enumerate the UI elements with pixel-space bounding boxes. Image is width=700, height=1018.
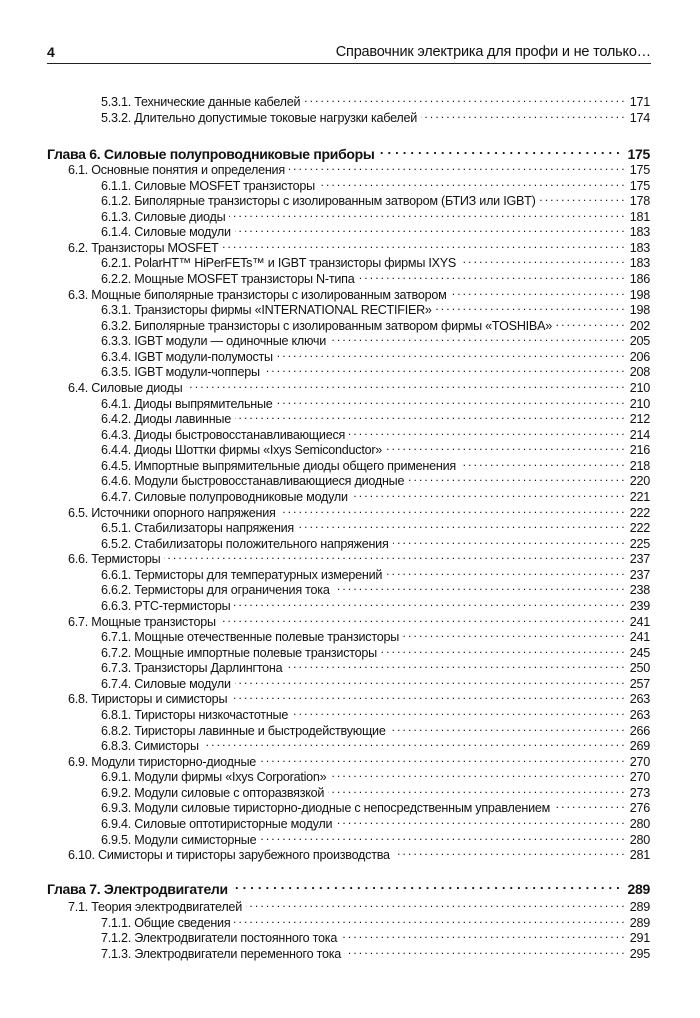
toc-entry-page: 221 [629,490,650,504]
toc-section-entry[interactable] [68,236,650,255]
toc-entry-page: 210 [629,397,650,411]
toc-subsection-entry[interactable] [101,345,650,364]
toc-entry-page: 171 [629,95,650,109]
toc-section-entry[interactable] [68,750,650,769]
toc-subsection-entry[interactable] [101,672,650,691]
toc-subsection-entry[interactable] [101,796,650,815]
toc-entry-title: 6.3.2. Биполярные транзисторы с изолированным затвором фирмы «TOSHIBA» [101,319,552,333]
toc-entry-title: 6.3.4. IGBT модули-полумосты [101,350,273,364]
toc-section-entry[interactable] [68,895,650,914]
toc-entry-title: 6.3.3. IGBT модули — одиночные ключи [101,334,327,348]
toc-entry-page: 273 [629,786,650,800]
dot-leader [393,532,624,548]
dot-leader [352,485,624,501]
page-header [47,42,651,64]
toc-entry-page: 270 [629,770,650,784]
dot-leader [203,734,624,750]
dot-leader [345,942,624,958]
dot-leader [330,329,624,345]
dot-leader [246,895,624,911]
toc-subsection-entry[interactable] [101,703,650,722]
dot-leader [292,703,624,719]
toc-entry-title: 6.6.2. Термисторы для ограничения тока [101,583,330,597]
toc-entry-page: 280 [629,833,650,847]
toc-entry-page: 239 [629,599,650,613]
toc-entry-page: 181 [629,210,650,224]
dot-leader [403,625,624,641]
dot-leader [436,298,624,314]
dot-leader [319,174,624,190]
toc-entry-title: 6.5. Источники опорного напряжения [68,506,276,520]
toc-subsection-entry[interactable] [101,656,650,675]
toc-subsection-entry[interactable] [101,578,650,597]
toc-entry-page: 174 [629,111,650,125]
toc-entry-title: 6.4.1. Диоды выпрямительные [101,397,273,411]
toc-entry-title: 7.1.3. Электродвигатели переменного тока [101,947,342,961]
toc-entry-title: 6.4.5. Импортные выпрямительные диоды общего применения [101,459,456,473]
toc-section-entry[interactable] [68,283,650,302]
toc-entry-page: 289 [629,900,650,914]
toc-entry-page: 238 [629,583,650,597]
dot-leader [234,911,624,927]
dot-leader [234,594,624,610]
toc-entry-title: 6.4. Силовые диоды [68,381,183,395]
toc-entry-page: 276 [629,801,650,815]
toc-subsection-entry[interactable] [101,641,650,660]
toc-subsection-entry[interactable] [101,516,650,535]
dot-leader [222,236,624,252]
toc-subsection-entry[interactable] [101,454,650,473]
toc-section-entry[interactable] [68,610,650,629]
toc-entry-title: Глава 7. Электродвигатели [47,881,228,897]
toc-entry-page: 178 [629,194,650,208]
toc-entry-title: 6.6.3. PTC-термисторы [101,599,231,613]
toc-entry-title: 6.5.1. Стабилизаторы напряжения [101,521,294,535]
toc-entry-page: 280 [629,817,650,831]
dot-leader [408,469,624,485]
toc-subsection-entry[interactable] [101,911,650,930]
toc-entry-page: 295 [629,947,650,961]
toc-entry-page: 222 [629,506,650,520]
toc-subsection-entry[interactable] [101,485,650,504]
toc-section-entry[interactable] [68,376,650,395]
toc-subsection-entry[interactable] [101,251,650,270]
toc-entry-page: 175 [627,146,650,162]
dot-leader [231,687,624,703]
page-number: 4 [47,44,55,60]
toc-entry-page: 216 [629,443,650,457]
toc-entry-page: 198 [629,303,650,317]
toc-entry-title: 6.9.3. Модули силовые тиристорно-диодные с непосредственным управлением [101,801,551,815]
toc-entry-page: 289 [629,916,650,930]
dot-leader [280,501,624,517]
toc-subsection-entry[interactable] [101,329,650,348]
toc-entry-title: 6.4.6. Модули быстровосстанавливающиеся диодные [101,474,405,488]
toc-entry-title: 6.7.2. Мощные импортные полевые транзисторы [101,646,377,660]
dot-leader [460,251,624,267]
toc-subsection-entry[interactable] [101,205,650,224]
toc-entry-page: 250 [629,661,650,675]
toc-section-entry[interactable] [68,158,650,177]
dot-leader [554,796,624,812]
dot-leader [260,750,624,766]
dot-leader [390,719,624,735]
toc-subsection-entry[interactable] [101,926,650,945]
toc-subsection-entry[interactable] [101,267,650,286]
toc-section-entry[interactable] [68,547,650,566]
dot-leader [186,376,624,392]
toc-entry-page: 212 [629,412,650,426]
toc-entry-page: 214 [629,428,650,442]
dot-leader [164,547,624,563]
toc-entry-page: 206 [629,350,650,364]
toc-entry-page: 175 [629,179,650,193]
toc-entry-page: 210 [629,381,650,395]
toc-entry-title: 7.1.2. Электродвигатели постоянного тока [101,931,338,945]
dot-leader [260,828,624,844]
dot-leader [277,392,624,408]
toc-entry-title: 6.5.2. Стабилизаторы положительного напряжения [101,537,389,551]
toc-entry-page: 270 [629,755,650,769]
toc-chapter-entry[interactable] [47,876,650,897]
toc-subsection-entry[interactable] [101,298,650,317]
toc-entry-title: 6.3. Мощные биполярные транзисторы с изолированным затвором [68,288,447,302]
toc-entry-title: 6.8. Тиристоры и симисторы [68,692,228,706]
dot-leader [540,189,624,205]
toc-entry-title: 6.2.1. PolarHT™ HiPerFETs™ и IGBT транзисторы фирмы IXYS [101,256,457,270]
toc-entry-title: 6.6. Термисторы [68,552,161,566]
toc-entry-title: 6.9.4. Силовые оптотиристорные модули [101,817,333,831]
dot-leader [304,90,624,106]
toc-entry-page: 222 [629,521,650,535]
toc-subsection-entry[interactable] [101,438,650,457]
dot-leader [341,926,624,942]
toc-entry-page: 202 [629,319,650,333]
toc-entry-page: 205 [629,334,650,348]
dot-leader [328,781,624,797]
toc-subsection-entry[interactable] [101,360,650,379]
toc-entry-page: 266 [629,724,650,738]
toc-entry-page: 220 [629,474,650,488]
toc-subsection-entry[interactable] [101,532,650,551]
dot-leader [235,220,624,236]
toc-entry-title: 6.8.3. Симисторы [101,739,199,753]
toc-subsection-entry[interactable] [101,734,650,753]
toc-entry-page: 208 [629,365,650,379]
toc-subsection-entry[interactable] [101,174,650,193]
toc-entry-page: 291 [629,931,650,945]
toc-subsection-entry[interactable] [101,469,650,488]
toc-entry-title: 6.2. Транзисторы MOSFET [68,241,219,255]
toc-entry-page: 241 [629,615,650,629]
toc-entry-title: 6.1.1. Силовые MOSFET транзисторы [101,179,315,193]
dot-leader [232,876,620,894]
toc-entry-title: 6.7.4. Силовые модули [101,677,231,691]
toc-entry-title: 6.4.2. Диоды лавинные [101,412,231,426]
toc-entry-title: 6.10. Симисторы и тиристоры зарубежного производства [68,848,390,862]
dot-leader [451,283,624,299]
dot-leader [381,641,624,657]
toc-subsection-entry[interactable] [101,423,650,442]
toc-entry-page: 183 [629,225,650,239]
toc-entry-page: 257 [629,677,650,691]
toc-subsection-entry[interactable] [101,781,650,800]
toc-entry-page: 263 [629,708,650,722]
toc-entry-page: 241 [629,630,650,644]
toc-entry-title: 6.1. Основные понятия и определения [68,163,285,177]
toc-entry-title: 6.3.1. Транзисторы фирмы «INTERNATIONAL RECTIFIER» [101,303,432,317]
toc-entry-title: 6.2.2. Мощные MOSFET транзисторы N-типа [101,272,355,286]
dot-leader [386,438,624,454]
toc-entry-page: 183 [629,256,650,270]
dot-leader [289,158,624,174]
toc-chapter-entry[interactable] [47,141,650,162]
dot-leader [349,423,624,439]
toc-entry-page: 186 [629,272,650,286]
toc-entry-title: 6.8.2. Тиристоры лавинные и быстродействующие [101,724,386,738]
toc-entry-title: 6.7.1. Мощные отечественные полевые транзисторы [101,630,400,644]
toc-entry-title: 6.1.3. Силовые диоды [101,210,226,224]
dot-leader [229,205,624,221]
dot-leader [277,345,624,361]
toc-entry-title: 6.9. Модули тиристорно-диодные [68,755,257,769]
toc-subsection-entry[interactable] [101,314,650,333]
dot-leader [394,843,624,859]
dot-leader [460,454,624,470]
dot-leader [264,360,624,376]
toc-entry-page: 289 [627,881,650,897]
toc-entry-page: 245 [629,646,650,660]
toc-entry-title: 6.9.1. Модули фирмы «Ixys Corporation» [101,770,327,784]
toc-entry-title: 6.4.4. Диоды Шоттки фирмы «Ixys Semiconductor» [101,443,383,457]
dot-leader [386,563,624,579]
toc-subsection-entry[interactable] [101,90,650,109]
running-title: Справочник электрика для профи и не только… [335,44,651,60]
dot-leader [556,314,624,330]
toc-section-entry[interactable] [68,501,650,520]
toc-entry-title: 6.7. Мощные транзисторы [68,615,216,629]
toc-entry-page: 237 [629,552,650,566]
dot-leader [330,765,624,781]
dot-leader [358,267,624,283]
dot-leader [286,656,624,672]
toc-entry-title: 6.3.5. IGBT модули-чопперы [101,365,260,379]
dot-leader [421,106,624,122]
dot-leader [220,610,624,626]
toc-entry-page: 225 [629,537,650,551]
toc-subsection-entry[interactable] [101,828,650,847]
toc-subsection-entry[interactable] [101,392,650,411]
dot-leader [298,516,624,532]
toc-subsection-entry[interactable] [101,719,650,738]
toc-entry-title: 6.4.3. Диоды быстровосстанавливающиеся [101,428,346,442]
toc-entry-title: 7.1.1. Общие сведения [101,916,231,930]
toc-subsection-entry[interactable] [101,625,650,644]
toc-subsection-entry[interactable] [101,106,650,125]
dot-leader [379,141,620,159]
dot-leader [235,407,624,423]
toc-subsection-entry[interactable] [101,942,650,961]
dot-leader [336,812,624,828]
toc-entry-title: 6.8.1. Тиристоры низкочастотные [101,708,289,722]
dot-leader [235,672,624,688]
toc-entry-title: 6.1.2. Биполярные транзисторы с изолированным затвором (БТИЗ или IGBT) [101,194,536,208]
toc-entry-page: 263 [629,692,650,706]
toc-entry-page: 175 [629,163,650,177]
dot-leader [334,578,624,594]
toc-entry-title: 7.1. Теория электродвигателей [68,900,242,914]
toc-entry-title: 6.4.7. Силовые полупроводниковые модули [101,490,348,504]
toc-entry-page: 218 [629,459,650,473]
toc-entry-title: 6.6.1. Термисторы для температурных измерений [101,568,383,582]
toc-subsection-entry[interactable] [101,765,650,784]
toc-entry-page: 183 [629,241,650,255]
toc-entry-page: 237 [629,568,650,582]
toc-subsection-entry[interactable] [101,189,650,208]
toc-section-entry[interactable] [68,843,650,862]
toc-subsection-entry[interactable] [101,812,650,831]
toc-entry-title: 5.3.2. Длительно допустимые токовые нагрузки кабелей [101,111,418,125]
toc-entry-title: 6.9.5. Модули симисторные [101,833,257,847]
toc-subsection-entry[interactable] [101,220,650,239]
toc-entry-page: 269 [629,739,650,753]
toc-entry-title: 6.9.2. Модули силовые с опторазвязкой [101,786,325,800]
toc-entry-page: 198 [629,288,650,302]
toc-entry-title: 5.3.1. Технические данные кабелей [101,95,301,109]
toc-subsection-entry[interactable] [101,407,650,426]
toc-entry-title: 6.7.3. Транзисторы Дарлингтона [101,661,283,675]
toc-subsection-entry[interactable] [101,563,650,582]
toc-subsection-entry[interactable] [101,594,650,613]
toc-section-entry[interactable] [68,687,650,706]
toc-entry-title: Глава 6. Силовые полупроводниковые приборы [47,146,375,162]
toc-entry-page: 281 [629,848,650,862]
toc-entry-title: 6.1.4. Силовые модули [101,225,231,239]
